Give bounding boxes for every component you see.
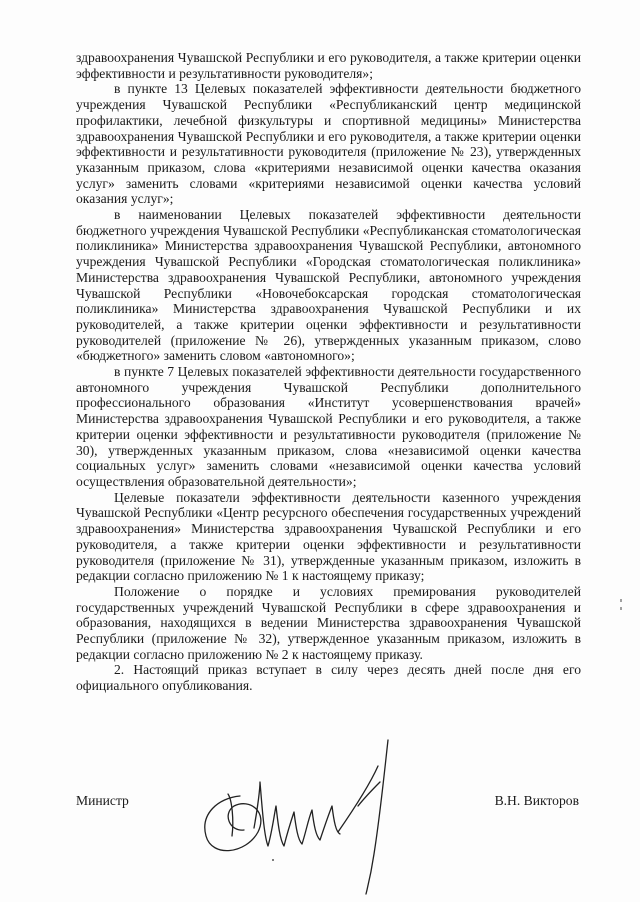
paragraph-4: в пункте 7 Целевых показателей эффективности деятельности государственного автономного учреждения Чувашской Республики дополнительного профессионального образования «Институт усовершенствования врачей» Министерства здравоохранения Чувашской Республики и его руководителя, а также критерии оценки эффективности и результативности руководителя (приложение № 30), утвержденных указанным приказом, слова «независимой оценки качества социальных услуг» заменить словами «независимой оценки качества условий осуществления образовательной деятельности»; — [76, 364, 581, 489]
signatory-name: В.Н. Викторов — [494, 793, 579, 808]
paragraph-6: Положение о порядке и условиях премирования руководителей государственных учреждений Чувашской Республики в сфере здравоохранения и образования, находящихся в ведении Министерства здравоохранения Чувашской Республики (приложение № 32), утвержденное указанным приказом, изложить в редакции согласно приложению № 2 к настоящему приказу. — [76, 583, 581, 662]
scan-dot — [270, 857, 276, 863]
document-body — [76, 50, 581, 694]
paragraph-5: Целевые показатели эффективности деятельности казенного учреждения Чувашской Республики «Центр ресурсного обеспечения государственных учреждений здравоохранения» Министерства здравоохранения Чувашской Республики и его руководителя, а также критерии оценки эффективности и результативности руководителя (приложение № 31), утвержденные указанным приказом, изложить в редакции согласно приложению № 1 к настоящему приказу; — [76, 489, 581, 584]
paragraph-1: здравоохранения Чувашской Республики и его руководителя, а также критерии оценки эффективности и результативности руководителя»; — [76, 50, 581, 81]
paragraph-3: в наименовании Целевых показателей эффективности деятельности бюджетного учреждения Чувашской Республики «Республиканская стоматологическая поликлиника» Министерства здравоохранения Чувашской Республики, автономного учреждения Чувашской Республики «Городская стоматологическая поликлиника» Министерства здравоохранения Чувашской Республики, автономного учреждения Чувашской Республики «Новочебоксарская городская стоматологическая поликлиника» Министерства здравоохранения Чувашской Республики и их руководителей, а также критерии оценки эффективности и результативности руководителей (приложение № 26), утвержденных указанным приказом, слово «бюджетного» заменить словом «автономного»; — [76, 207, 581, 364]
paragraph-7: 2. Настоящий приказ вступает в силу через десять дней после дня его официального опубликования. — [76, 662, 581, 694]
paragraph-2: в пункте 13 Целевых показателей эффективности деятельности бюджетного учреждения Чувашской Республики «Республиканский центр медицинской профилактики, лечебной физкультуры и спортивной медицины» Министерства здравоохранения Чувашской Республики и его руководителя, а также критерии оценки эффективности и результативности руководителя (приложение № 23), утвержденных указанным приказом, слова «критериями независимой оценки качества оказания услуг» заменить словами «критериями независимой оценки качества условий оказания услуг»; — [76, 81, 581, 207]
margin-mark — [618, 598, 624, 612]
handwritten-signature — [188, 736, 408, 896]
signatory-position: Министр — [76, 793, 129, 808]
